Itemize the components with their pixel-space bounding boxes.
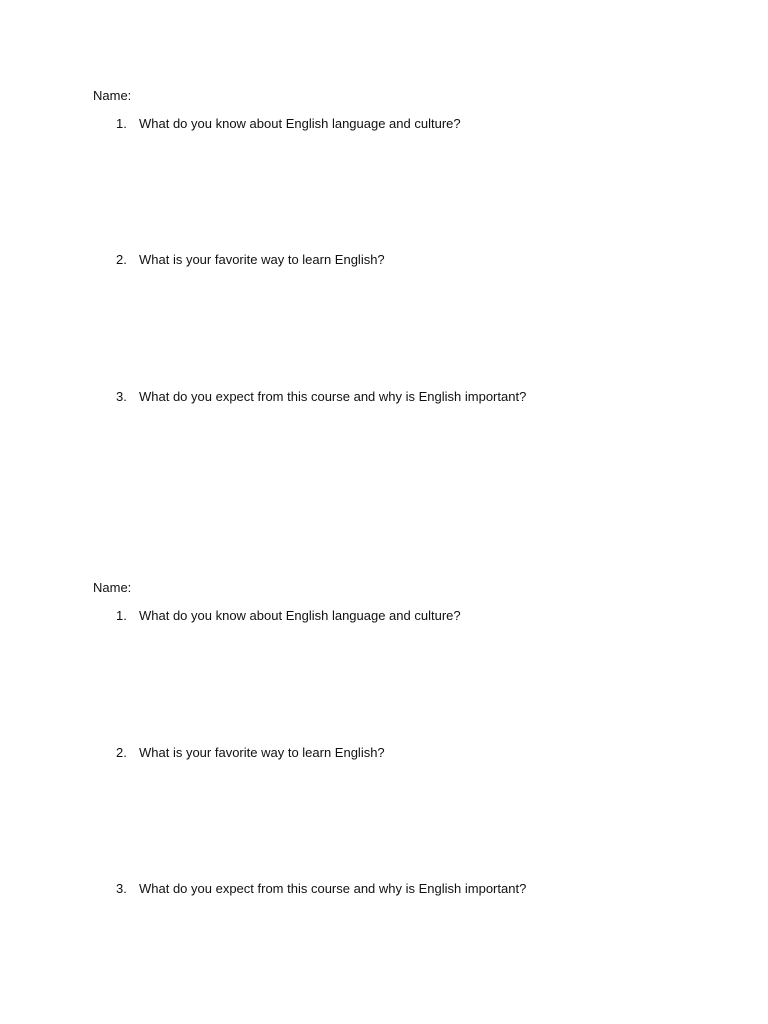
question-text: What is your favorite way to learn English?: [139, 252, 385, 267]
question-number: 2.: [116, 745, 127, 760]
name-label: Name:: [93, 580, 132, 595]
question-text: What is your favorite way to learn English?: [139, 745, 385, 760]
question-text: What do you expect from this course and why is English important?: [139, 881, 527, 896]
question-text: What do you expect from this course and why is English important?: [139, 389, 527, 404]
question-number: 3.: [116, 881, 127, 896]
question-number: 1.: [116, 608, 127, 623]
question-text: What do you know about English language and culture?: [139, 608, 461, 623]
question-number: 2.: [116, 252, 127, 267]
question-text: What do you know about English language and culture?: [139, 116, 461, 131]
question-number: 3.: [116, 389, 127, 404]
name-label: Name:: [93, 88, 132, 103]
question-number: 1.: [116, 116, 127, 131]
